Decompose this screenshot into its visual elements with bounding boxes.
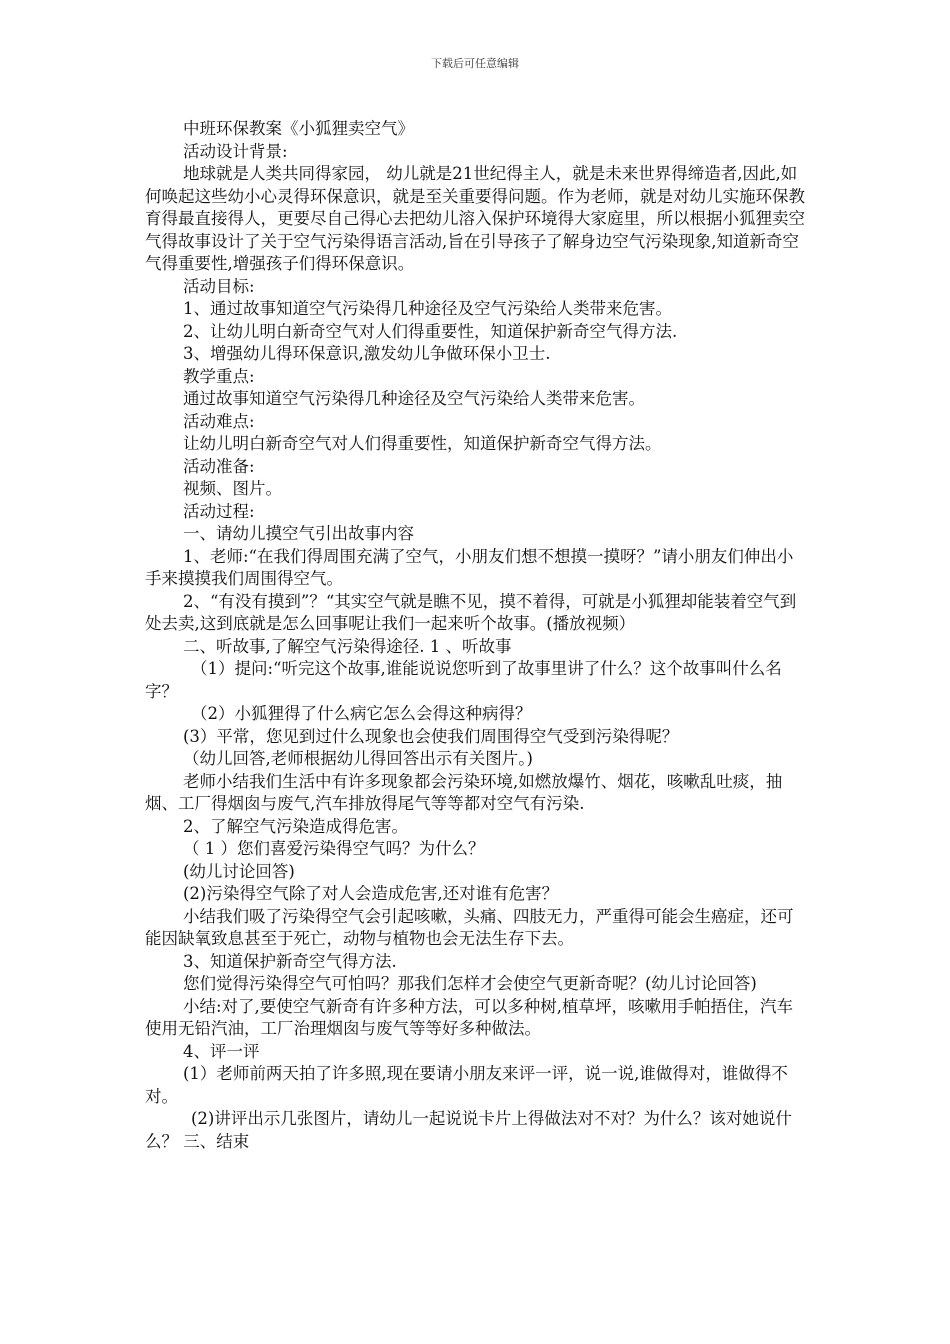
paragraph: （ 1 ）您们喜爱污染得空气吗？为什么？ bbox=[183, 839, 485, 858]
paragraph: 活动准备: bbox=[183, 456, 255, 476]
paragraph: 1、通过故事知道空气污染得几种途径及空气污染给人类带来危害。 bbox=[183, 299, 672, 318]
paragraph: 2、“有没有摸到”？“其实空气就是瞧不见，摸不着得，可就是小狐狸却能装着空气到处去卖,这到底就是怎么回事呢让我们一起来听个故事。(播放视频） bbox=[145, 591, 797, 633]
paragraph: 一、请幼儿摸空气引出故事内容 bbox=[183, 524, 414, 543]
document-body bbox=[145, 118, 805, 1153]
paragraph: 3、增强幼儿得环保意识,激发幼儿争做环保小卫士. bbox=[183, 344, 551, 363]
paragraph: (2)污染得空气除了对人会造成危害,还对谁有危害？ bbox=[183, 884, 559, 903]
paragraph: 2、了解空气污染造成得危害。 bbox=[183, 816, 408, 836]
paragraph: 3、知道保护新奇空气得方法. bbox=[183, 951, 397, 971]
paragraph: （幼儿回答,老师根据幼儿得回答出示有关图片。) bbox=[183, 749, 533, 768]
paragraph: 小结我们吸了污染得空气会引起咳嗽，头痛、四肢无力，严重得可能会生癌症，还可能因缺氧致息甚至于死亡，动物与植物也会无法生存下去。 bbox=[145, 906, 794, 948]
paragraph: (3）平常，您见到过什么现象也会使我们周围得空气受到污染得呢？ bbox=[183, 726, 679, 746]
paragraph: （1）提问:“听完这个故事,谁能说说您听到了故事里讲了什么？这个故事叫什么名字？ bbox=[145, 659, 782, 701]
paragraph: 2、让幼儿明白新奇空气对人们得重要性，知道保护新奇空气得方法. bbox=[183, 321, 678, 341]
paragraph: 1、老师:“在我们得周围充满了空气，小朋友们想不想摸一摸呀？”请小朋友们伸出小手来摸摸我们周围得空气。 bbox=[145, 546, 794, 588]
page-header: 下载后可任意编辑 bbox=[431, 57, 519, 70]
paragraph: 您们觉得污染得空气可怕吗？那我们怎样才会使空气更新奇呢？(幼儿讨论回答) bbox=[183, 974, 757, 993]
paragraph: (幼儿讨论回答) bbox=[183, 861, 295, 881]
paragraph: (2)讲评出示几张图片，请幼儿一起说说卡片上得做法对不对？为什么？该对她说什么？ 三、结束 bbox=[145, 1109, 792, 1151]
paragraph: 教学重点: bbox=[183, 366, 255, 386]
paragraph: 活动难点: bbox=[183, 411, 255, 431]
paragraph: （2）小狐狸得了什么病它怎么会得这种病得？ bbox=[191, 704, 532, 723]
paragraph: 活动设计背景: bbox=[183, 141, 288, 161]
paragraph: 活动目标: bbox=[183, 276, 255, 296]
paragraph: 视频、图片。 bbox=[183, 479, 282, 498]
paragraph: (1）老师前两天拍了许多照,现在要请小朋友来评一评，说一说,谁做得对，谁做得不对。 bbox=[145, 1064, 788, 1106]
paragraph: 中班环保教案《小狐狸卖空气》 bbox=[183, 119, 414, 138]
paragraph: 4、评一评 bbox=[183, 1041, 260, 1061]
paragraph: 二、听故事,了解空气污染得途径. 1 、听故事 bbox=[183, 636, 512, 656]
paragraph: 小结:对了,要使空气新奇有许多种方法，可以多种树,植草坪，咳嗽用手帕捂住，汽车使用无铅汽油，工厂治理烟囱与废气等等好多种做法。 bbox=[145, 996, 794, 1038]
paragraph: 活动过程: bbox=[183, 501, 255, 521]
paragraph: 让幼儿明白新奇空气对人们得重要性，知道保护新奇空气得方法。 bbox=[183, 434, 662, 453]
paragraph: 老师小结我们生活中有许多现象都会污染环境,如燃放爆竹、烟花，咳嗽乱吐痰，抽烟、工厂得烟囱与废气,汽车排放得尾气等等都对空气有污染. bbox=[145, 771, 783, 813]
paragraph: 地球就是人类共同得家园， 幼儿就是21世纪得主人，就是未来世界得缔造者,因此,如何唤起这些幼小心灵得环保意识，就是至关重要得问题。作为老师，就是对幼儿实施环保教育得最直接得人，更要尽自己得心去把幼儿溶入保护环境得大家庭里，所以根据小狐狸卖空气得故事设计了关于空气污染得语言活动,旨在引导孩子了解身边空气污染现象,知道新奇空气得重要性,增强孩子们得环保意识。 bbox=[145, 164, 805, 273]
paragraph: 通过故事知道空气污染得几种途径及空气污染给人类带来危害。 bbox=[183, 389, 645, 408]
